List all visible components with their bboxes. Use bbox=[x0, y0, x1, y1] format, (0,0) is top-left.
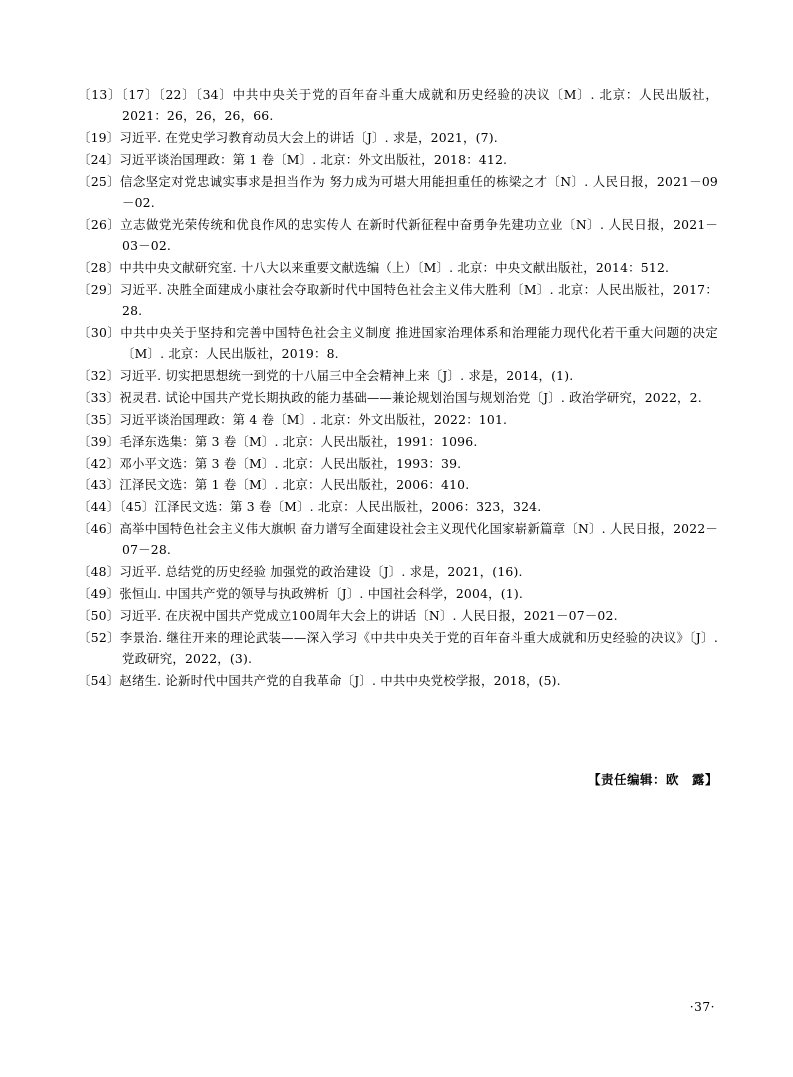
list-item: 〔28〕中共中央文献研究室. 十八大以来重要文献选编（上）〔M〕. 北京：中央文献出版社，2014：512. bbox=[78, 260, 670, 276]
list-item: 〔50〕习近平. 在庆祝中国共产党成立100周年大会上的讲话〔N〕. 人民日报，2021－07－02. bbox=[78, 607, 618, 623]
list-item: 〔19〕习近平. 在党史学习教育动员大会上的讲话〔J〕. 求是，2021，(7). bbox=[78, 130, 498, 146]
list-item: 〔32〕习近平. 切实把思想统一到党的十八届三中全会精神上来〔J〕. 求是，2014，(1). bbox=[78, 368, 574, 384]
reference-list bbox=[78, 84, 718, 692]
list-item: 〔49〕张恒山. 中国共产党的领导与执政辨析〔J〕. 中国社会科学，2004，(1). bbox=[78, 586, 524, 602]
page-number: ·37· bbox=[689, 1000, 715, 1014]
editor-credit: 【责任编辑：欧 露】 bbox=[588, 772, 718, 787]
list-item: 〔46〕高举中国特色社会主义伟大旗帜 奋力谱写全面建设社会主义现代化国家崭新篇章〔N〕. 人民日报，2022－07－28. bbox=[78, 521, 718, 558]
list-item: 〔29〕习近平. 决胜全面建成小康社会夺取新时代中国特色社会主义伟大胜利〔M〕. 北京：人民出版社，2017：28. bbox=[78, 281, 718, 319]
list-item: 〔44〕〔45〕江泽民文选：第 3 卷〔M〕. 北京：人民出版社，2006：323，324. bbox=[78, 499, 542, 515]
list-item: 〔26〕立志做党光荣传统和优良作风的忠实传人 在新时代新征程中奋勇争先建功立业〔N〕. 人民日报，2021－03－02. bbox=[78, 216, 718, 254]
list-item: 〔30〕中共中央关于坚持和完善中国特色社会主义制度 推进国家治理体系和治理能力现代化若干重大问题的决定〔M〕. 北京：人民出版社，2019：8. bbox=[78, 325, 718, 362]
list-item: 〔39〕毛泽东选集：第 3 卷〔M〕. 北京：人民出版社，1991：1096. bbox=[78, 433, 478, 449]
list-item: 〔54〕赵绪生. 论新时代中国共产党的自我革命〔J〕. 中共中央党校学报，2018，(5). bbox=[78, 672, 561, 688]
list-item: 〔35〕习近平谈治国理政：第 4 卷〔M〕. 北京：外文出版社，2022：101. bbox=[78, 411, 508, 427]
list-item: 〔43〕江泽民文选：第 1 卷〔M〕. 北京：人民出版社，2006：410. bbox=[78, 477, 470, 493]
list-item: 〔33〕祝灵君. 试论中国共产党长期执政的能力基础——兼论规划治国与规划治党〔J〕. 政治学研究，2022，2. bbox=[78, 390, 702, 406]
list-item: 〔13〕〔17〕〔22〕〔34〕中共中央关于党的百年奋斗重大成就和历史经验的决议〔M〕. 北京：人民出版社，2021：26，26，26，66. bbox=[78, 87, 718, 124]
list-item: 〔25〕信念坚定对党忠诚实事求是担当作为 努力成为可堪大用能担重任的栋梁之才〔N〕. 人民日报，2021－09－02. bbox=[78, 173, 718, 211]
list-item: 〔24〕习近平谈治国理政：第 1 卷〔M〕. 北京：外文出版社，2018：412. bbox=[78, 151, 508, 167]
list-item: 〔52〕李景治. 继往开来的理论武装——深入学习《中共中央关于党的百年奋斗重大成就和历史经验的决议》〔J〕. 党政研究，2022，(3). bbox=[78, 629, 718, 667]
list-item: 〔48〕习近平. 总结党的历史经验 加强党的政治建设〔J〕. 求是，2021，(16). bbox=[78, 564, 523, 580]
list-item: 〔42〕邓小平文选：第 3 卷〔M〕. 北京：人民出版社，1993：39. bbox=[78, 455, 462, 471]
